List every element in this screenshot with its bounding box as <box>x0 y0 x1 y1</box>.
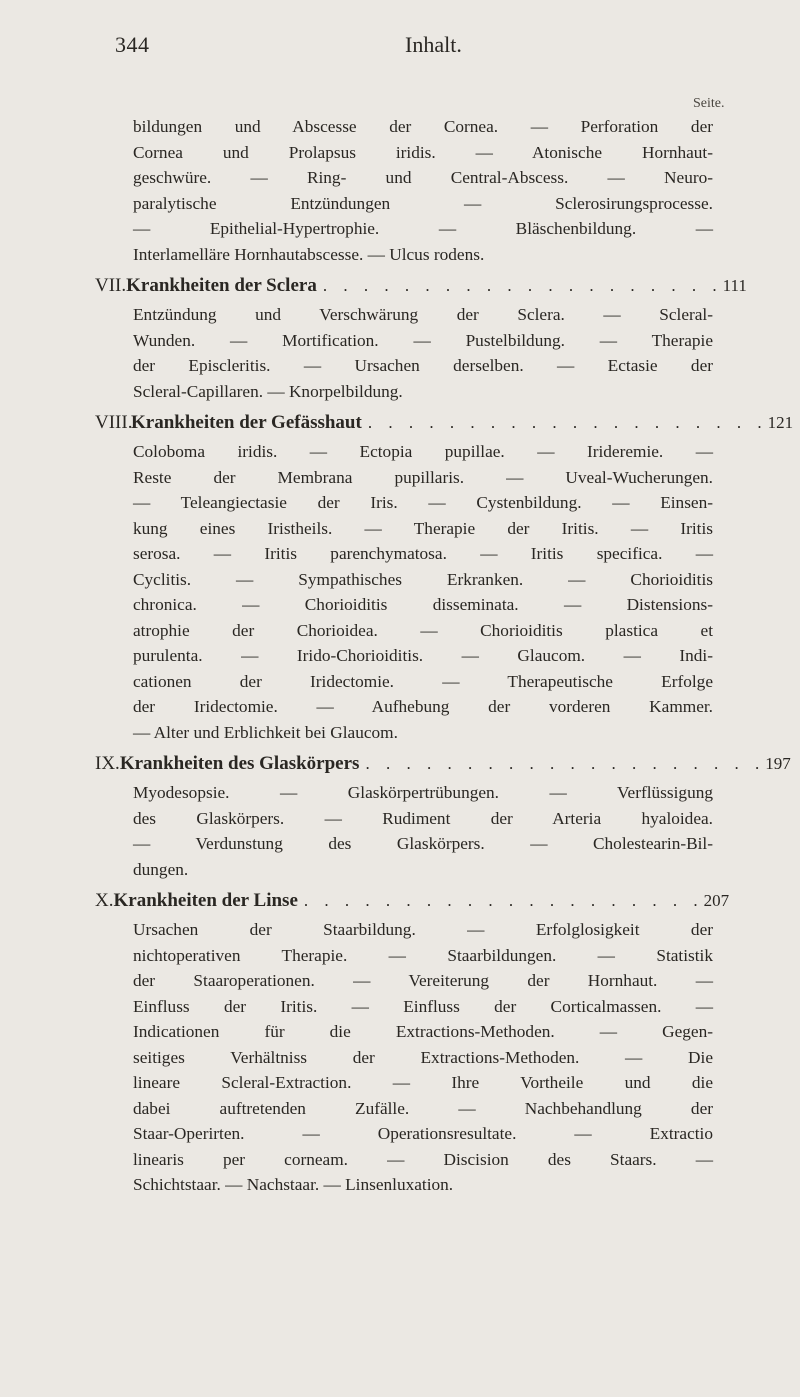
chapter-heading <box>95 750 791 778</box>
text-line: Reste der Membrana pupillaris. — Uveal-Wucherungen. <box>133 467 713 487</box>
text-line: des Glaskörpers. — Rudiment der Arteria hyaloidea. <box>133 808 713 828</box>
text-line: Cornea und Prolapsus iridis. — Atonische Hornhaut- <box>133 142 713 162</box>
chapter-heading <box>95 409 794 437</box>
text-line: lineare Scleral-Extraction. — Ihre Vortheile und die <box>133 1073 713 1092</box>
chapter-number: VIII. <box>95 412 133 433</box>
chapter-number: X. <box>95 890 114 911</box>
text-line: geschwüre. — Ring- und Central-Abscess. — Neuro- <box>133 168 713 187</box>
text-line: Coloboma iridis. — Ectopia pupillae. — Irideremie. — <box>133 442 713 461</box>
text-line: Myodesopsie. — Glaskörpertrübungen. — Verflüssigung <box>133 783 713 802</box>
text-line: Staar-Operirten. — Operationsresultate. — Extractio <box>133 1124 713 1143</box>
text-line: Interlamelläre Hornhautabscesse. — Ulcus rodens. <box>133 244 485 264</box>
text-line: kung eines Iristheils. — Therapie der Iritis. — Iritis <box>133 518 713 538</box>
text-line: Cyclitis. — Sympathisches Erkranken. — Chorioiditis <box>133 569 713 589</box>
page-header <box>115 32 675 66</box>
text-line: Ursachen der Staarbildung. — Erfolglosigkeit der <box>133 920 713 939</box>
text-line: — Alter und Erblichkeit bei Glaucom. <box>133 722 398 742</box>
seite-label: Seite. <box>693 96 725 111</box>
leader-dots: . . . . . . . . . . . . . . . . . . . . <box>367 413 768 432</box>
leader-dots: . . . . . . . . . . . . . . . . . . . . <box>365 754 766 773</box>
chapter-number: IX. <box>95 753 120 774</box>
text-line: Indicationen für die Extractions-Methoden. — Gegen- <box>133 1022 713 1041</box>
table-of-contents <box>95 114 794 1198</box>
chapter-title: Krankheiten der Gefässhaut <box>131 412 362 433</box>
chapter-page-number: 121 <box>767 413 794 432</box>
text-line: Schichtstaar. — Nachstaar. — Linsenluxation. <box>133 1175 454 1194</box>
text-line: atrophie der Chorioidea. — Chorioiditis plastica et <box>133 620 713 640</box>
chapter-title: Krankheiten der Sclera <box>126 275 317 296</box>
text-line: Entzündung und Verschwärung der Sclera. — Scleral- <box>133 305 713 324</box>
text-line: serosa. — Iritis parenchymatosa. — Iritis specifica. — <box>133 544 713 563</box>
chapter-entry <box>133 780 713 882</box>
text-line: Einfluss der Iritis. — Einfluss der Corticalmassen. — <box>133 996 713 1016</box>
text-line: linearis per corneam. — Discision des Staars. — <box>133 1149 713 1169</box>
chapter-title: Krankheiten des Glaskörpers <box>119 753 360 774</box>
text-line: cationen der Iridectomie. — Therapeutische Erfolge <box>133 671 713 691</box>
chapter-entry <box>133 302 713 404</box>
page-number: 344 <box>115 32 150 57</box>
text-line: der Staaroperationen. — Vereiterung der Hornhaut. — <box>133 971 713 990</box>
text-line: chronica. — Chorioiditis disseminata. — Distensions- <box>133 595 713 614</box>
text-line: Wunden. — Mortification. — Pustelbildung. — Therapie <box>133 330 713 350</box>
text-line: paralytische Entzündungen — Sclerosirungsprocesse. <box>133 193 713 213</box>
text-line: dabei auftretenden Zufälle. — Nachbehandlung der <box>133 1098 713 1118</box>
text-line: purulenta. — Irido-Chorioiditis. — Glaucom. — Indi- <box>133 646 713 665</box>
leader-dots: . . . . . . . . . . . . . . . . . . . . <box>303 891 704 910</box>
leader-dots: . . . . . . . . . . . . . . . . . . . . <box>322 276 723 295</box>
intro-entry <box>133 114 713 267</box>
text-line: nichtoperativen Therapie. — Staarbildungen. — Statistik <box>133 945 713 965</box>
chapter-heading <box>95 887 730 915</box>
text-line: bildungen und Abscesse der Cornea. — Perforation der <box>133 117 713 136</box>
text-line: — Verdunstung des Glaskörpers. — Cholestearin-Bil- <box>133 834 713 853</box>
chapter-page-number: 111 <box>722 276 747 295</box>
chapter-list <box>95 272 794 1198</box>
text-line: — Epithelial-Hypertrophie. — Bläschenbildung. — <box>133 219 713 238</box>
chapter-title: Krankheiten der Linse <box>113 890 298 911</box>
text-line: der Iridectomie. — Aufhebung der vorderen Kammer. <box>133 697 713 716</box>
chapter-entry <box>133 917 713 1198</box>
chapter-page-number: 197 <box>765 754 791 773</box>
chapter-entry <box>133 439 713 745</box>
text-line: seitiges Verhältniss der Extractions-Methoden. — Die <box>133 1047 713 1067</box>
chapter-number: VII. <box>95 275 127 296</box>
running-title: Inhalt. <box>405 32 462 57</box>
text-line: Scleral-Capillaren. — Knorpelbildung. <box>133 381 403 401</box>
text-line: — Teleangiectasie der Iris. — Cystenbildung. — Einsen- <box>133 493 713 512</box>
text-line: dungen. <box>133 859 189 879</box>
text-line: der Episcleritis. — Ursachen derselben. — Ectasie der <box>133 356 713 375</box>
chapter-page-number: 207 <box>703 891 730 910</box>
chapter-heading <box>95 272 747 300</box>
